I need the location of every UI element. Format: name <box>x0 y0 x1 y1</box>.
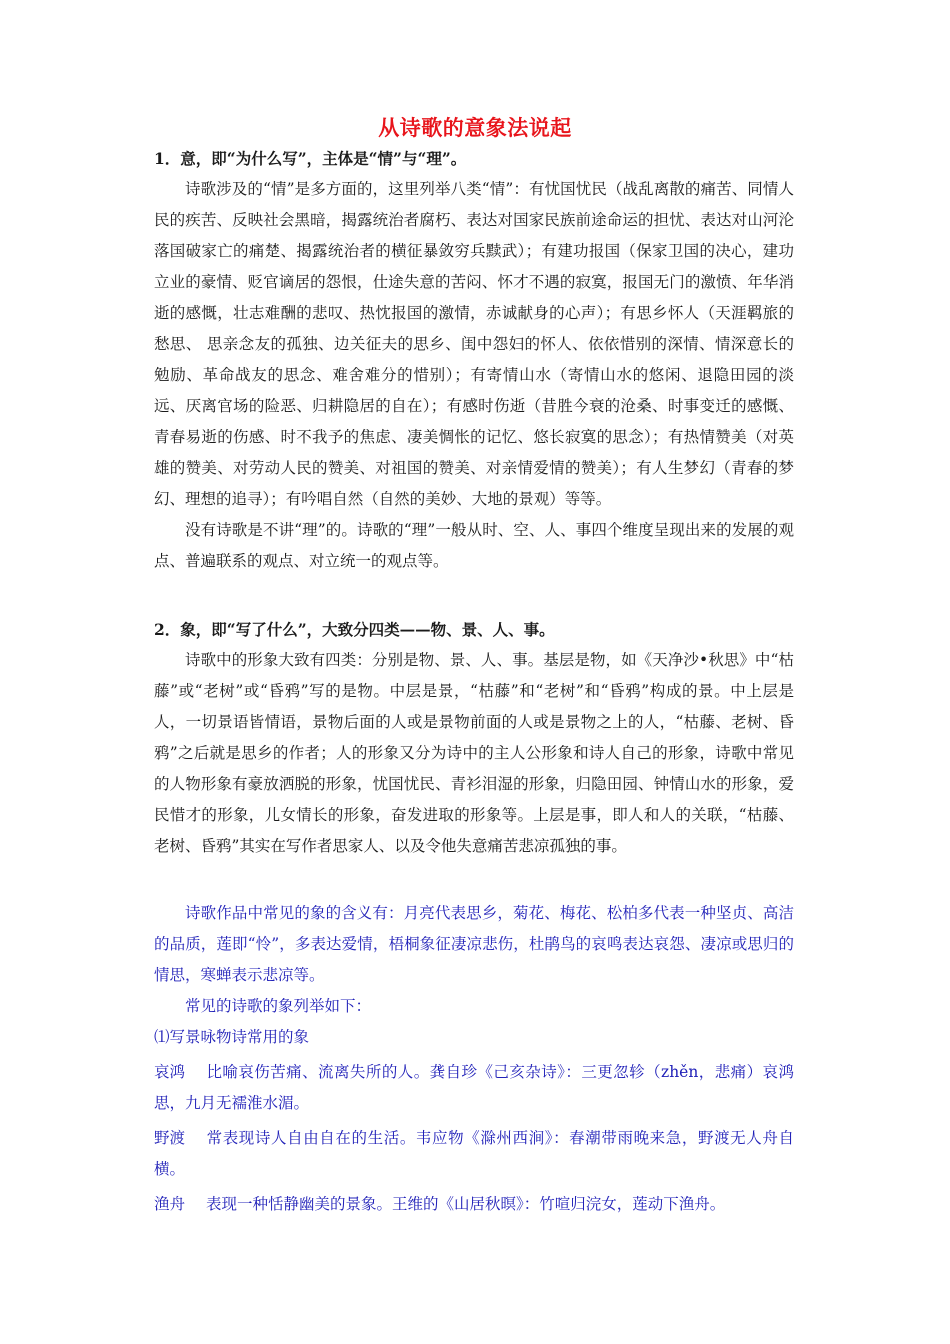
image-meanings <box>154 898 794 1220</box>
section-1-paragraph-2: 没有诗歌是不讲“理”的。诗歌的“理”一般从时、空、人、事四个维度呈现出来的发展的观点、普遍联系的观点、对立统一的观点等。 <box>154 521 794 570</box>
image-list-subheading: ⑴写景咏物诗常用的象 <box>154 1028 310 1046</box>
section-2-heading: 2．象，即“写了什么”，大致分四类——物、景、人、事。 <box>154 620 555 639</box>
term-yuzhou: 渔舟 <box>154 1195 186 1213</box>
list-item-yuzhou <box>154 1189 794 1220</box>
term-aihong: 哀鸿 <box>154 1063 186 1081</box>
list-item-yedu <box>154 1123 794 1185</box>
desc-aihong: 比喻哀伤苦痛、流离失所的人。龚自珍《己亥杂诗》：三更忽轸（zhěn，悲痛）哀鸿思，九月无襦淮水湄。 <box>154 1063 794 1112</box>
list-item-aihong <box>154 1057 794 1119</box>
desc-yuzhou: 表现一种恬静幽美的景象。王维的《山居秋暝》：竹喧归浣女，莲动下渔舟。 <box>206 1195 726 1213</box>
image-list-intro: 常见的诗歌的象列举如下： <box>185 997 372 1015</box>
section-2-paragraph-1: 诗歌中的形象大致有四类：分别是物、景、人、事。基层是物，如《天净沙•秋思》中“枯藤”或“老树”或“昏鸦”写的是物。中层是景，“枯藤”和“老树”和“昏鸦”构成的景。中上层是人，一切景语皆情语，景物后面的人或是景物前面的人或是景物之上的人，“枯藤、老树、昏鸦”之后就是思乡的作者；人的形象又分为诗中的主人公形象和诗人自己的形象，诗歌中常见的人物形象有豪放洒脱的形象，忧国忧民、青衫泪湿的形象，归隐田园、钟情山水的形象，爱民惜才的形象，儿女情长的形象，奋发进取的形象等。上层是事，即人和人的关联，“枯藤、老树、昏鸦”其实在写作者思家人、以及令他失意痛苦悲凉孤独的事。 <box>154 651 794 855</box>
section-1-paragraph-1: 诗歌涉及的“情”是多方面的，这里列举八类“情”：有忧国忧民（战乱离散的痛苦、同情人民的疾苦、反映社会黑暗，揭露统治者腐朽、表达对国家民族前途命运的担忧、表达对山河沦落国破家亡的痛楚、揭露统治者的横征暴敛穷兵黩武）；有建功报国（保家卫国的决心，建功立业的豪情、贬官谪居的怨恨，仕途失意的苦闷、怀才不遇的寂寞，报国无门的激愤、年华消逝的感慨，壮志难酬的悲叹、热忱报国的激情，赤诚献身的心声）；有思乡怀人（天涯羁旅的愁思、 思亲念友的孤独、边关征夫的思乡、闺中怨妇的怀人、依依惜别的深情、情深意长的勉励、革命战友的思念、难舍难分的惜别）；有寄情山水（寄情山水的悠闲、退隐田园的淡远、厌离官场的险恶、归耕隐居的自在）；有感时伤逝（昔胜今衰的沧桑、时事变迁的感慨、青春易逝的伤感、时不我予的焦虑、凄美惆怅的记忆、悠长寂寞的思念）；有热情赞美（对英雄的赞美、对劳动人民的赞美、对祖国的赞美、对亲情爱情的赞美）；有人生梦幻（青春的梦幻、理想的追寻）；有吟唱自然（自然的美妙、大地的景观）等等。 <box>154 180 794 508</box>
section-1 <box>154 143 794 577</box>
section-2 <box>154 614 794 862</box>
image-meanings-paragraph: 诗歌作品中常见的象的含义有：月亮代表思乡，菊花、梅花、松柏多代表一种坚贞、高洁的品质，莲即“怜”，多表达爱情，梧桐象征凄凉悲伤，杜鹃鸟的哀鸣表达哀怨、凄凉或思归的情思，寒蝉表示悲凉等。 <box>154 904 794 984</box>
desc-yedu: 常表现诗人自由自在的生活。韦应物《滁州西涧》：春潮带雨晚来急，野渡无人舟自横。 <box>154 1129 794 1178</box>
page-title: 从诗歌的意象法说起 <box>378 115 572 140</box>
term-yedu: 野渡 <box>154 1129 186 1147</box>
section-1-heading: 1．意，即“为什么写”，主体是“情”与“理”。 <box>154 149 467 168</box>
